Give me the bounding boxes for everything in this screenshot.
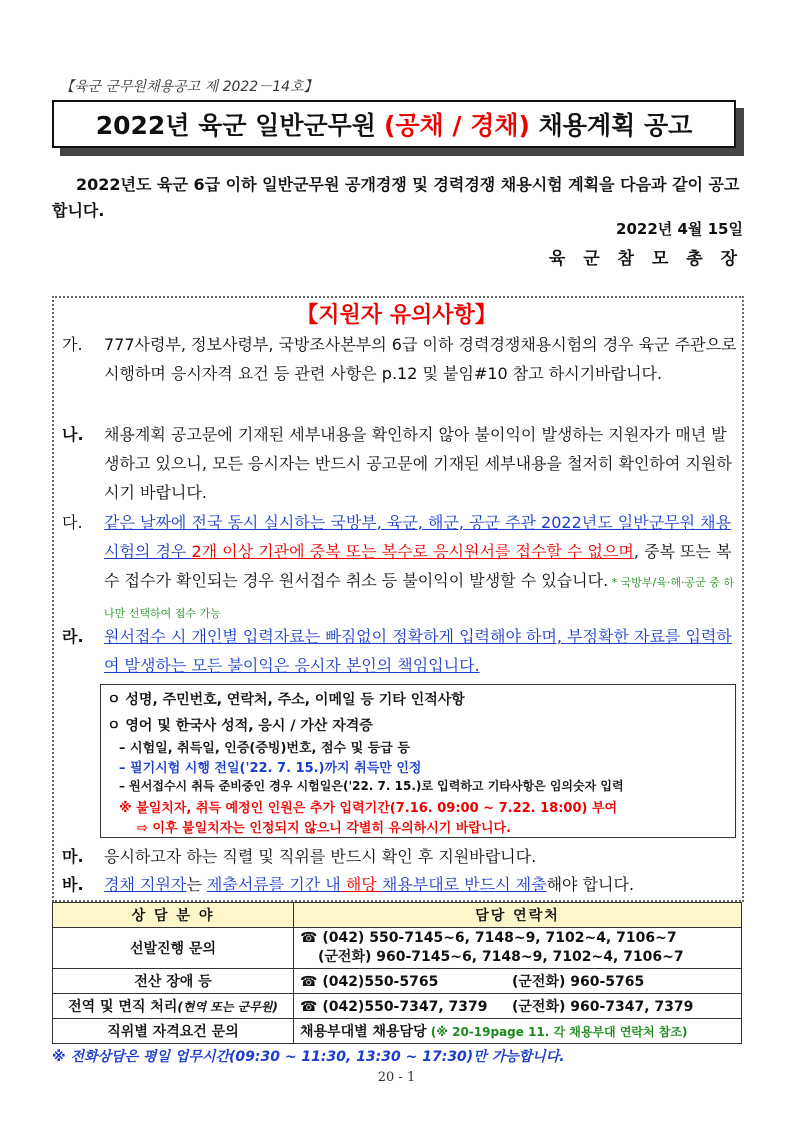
contact-unit: 채용부대별 채용담당	[300, 1024, 427, 1040]
page-title	[52, 100, 736, 148]
table-row	[53, 928, 742, 969]
note-ba-part5: 채용부대로 반드시 제출	[381, 875, 547, 894]
row-label	[53, 994, 294, 1019]
table-row	[53, 969, 742, 994]
row-label: 선발진행 문의	[53, 928, 294, 969]
row-label: 직위별 자격요건 문의	[53, 1019, 294, 1044]
title-part-c: 채용계획 공고	[529, 111, 693, 140]
note-da-part2: 2개 이상 기관에 중복 또는 복수로 응시원서를 접수할 수 없으며	[191, 542, 634, 561]
table-row	[53, 1019, 742, 1044]
note-na	[62, 420, 742, 507]
table-row	[53, 994, 742, 1019]
contact-line: (군전화) 960-7145~6, 7148~9, 7102~4, 7106~7	[318, 949, 684, 965]
box-line-2: ㅇ 영어 및 한국사 성적, 응시 / 가산 자격증	[107, 718, 373, 734]
note-ga	[62, 330, 742, 388]
note-na-text: 채용계획 공고문에 기재된 세부내용을 확인하지 않아 불이익이 발생하는 지원자가 매년 발생하고 있으니, 모든 응시자는 반드시 공고문에 기재된 세부내용을 철저히 확인하여 지원하시기 바랍니다.	[104, 425, 732, 502]
note-da-marker: 다.	[62, 513, 83, 532]
note-ba-part4: 해당	[340, 875, 382, 894]
note-ma	[62, 842, 742, 871]
note-ma-marker: 마.	[62, 847, 84, 866]
header-field: 상 담 분 야	[53, 903, 294, 928]
row-label-main: 전역 및 면직 처리	[68, 999, 178, 1015]
row-label: 전산 장애 등	[53, 969, 294, 994]
note-ra-text: 원서접수 시 개인별 입력자료는 빠짐없이 정확하게 입력해야 하며, 부정확한 자료를 입력하여 발생하는 모든 불이익은 응시자 본인의 책임입니다.	[104, 627, 732, 675]
box-line-6: ※ 불일치자, 취득 예정인 인원은 추가 입력기간(7.16. 09:00 ~ 7.22. 18:00) 부여	[119, 801, 618, 816]
note-da-part4: * 국방부/육·해·공군 중 하나만 선택하여 접수 가능	[104, 576, 734, 620]
box-line-1: ㅇ 성명, 주민번호, 연락처, 주소, 이메일 등 기타 인적사항	[107, 692, 465, 708]
intro-paragraph: 2022년도 육군 6급 이하 일반군무원 공개경쟁 및 경력경쟁 채용시험 계획을 다음과 같이 공고합니다.	[52, 175, 740, 220]
note-ba-part2: 는	[186, 875, 207, 894]
notes-heading: 【지원자 유의사항】	[296, 303, 497, 328]
note-ba	[62, 870, 742, 899]
contact-line: ☎ (042) 550-7145~6, 7148~9, 7102~4, 7106~7	[300, 930, 677, 946]
box-line-4: – 필기시험 시행 전일('22. 7. 15.)까지 취득만 인정	[119, 761, 422, 776]
note-ra	[62, 622, 742, 680]
contact-military-phone: (군전화) 960-5765	[512, 974, 645, 990]
page-number: 20 - 1	[377, 1070, 416, 1085]
note-ba-part3: 제출서류를 기간 내	[206, 875, 341, 894]
row-contact	[294, 1019, 742, 1044]
note-ga-marker: 가.	[62, 335, 83, 354]
note-ba-part1: 경채 지원자	[104, 875, 187, 894]
note-na-marker: 나.	[62, 425, 84, 444]
note-ba-marker: 바.	[62, 875, 84, 894]
row-contact	[294, 969, 742, 994]
contact-phone: ☎ (042)550-7347, 7379	[300, 999, 488, 1015]
contact-table	[52, 902, 742, 1044]
box-line-7: ⇨ 이후 불일치자는 인정되지 않으니 각별히 유의하시기 바랍니다.	[137, 821, 512, 836]
note-ra-marker: 라.	[62, 627, 84, 646]
input-items-box	[100, 684, 736, 838]
box-line-3: – 시험일, 취득일, 인증(증빙)번호, 점수 및 등급 등	[119, 741, 410, 756]
contact-military-phone: (군전화) 960-7347, 7379	[512, 999, 694, 1015]
note-ma-text: 응시하고자 하는 직렬 및 직위를 반드시 확인 후 지원바랍니다.	[104, 847, 537, 866]
contact-phone: ☎ (042)550-5765	[300, 974, 439, 990]
row-contact	[294, 928, 742, 969]
note-da	[62, 508, 742, 628]
title-part-a: 2022년 육군 일반군무원	[95, 111, 376, 140]
row-label-note: (현역 또는 군무원)	[177, 1000, 278, 1014]
table-header-row	[53, 903, 742, 928]
title-part-b: (공채 / 경채)	[383, 111, 530, 140]
contact-reference: (※ 20-19page 11. 각 채용부대 연락처 참조)	[426, 1025, 688, 1039]
box-line-5: – 원서접수시 취득 준비중인 경우 시험일은('22. 7. 15.)로 입력하고 기타사항은 임의숫자 입력	[119, 779, 624, 793]
note-da-text	[104, 508, 742, 628]
row-contact	[294, 994, 742, 1019]
note-ba-text	[104, 870, 742, 899]
header-contact: 담당 연락처	[294, 903, 742, 928]
note-ga-text: 777사령부, 정보사령부, 국방조사본부의 6급 이하 경력경쟁채용시험의 경우 육군 주관으로 시행하며 응시자격 요건 등 관련 사항은 p.12 및 붙임#10 참고 하시기바랍니다.	[104, 335, 737, 383]
footnote: ※ 전화상담은 평일 업무시간(09:30 ~ 11:30, 13:30 ~ 17:30)만 가능합니다.	[52, 1049, 565, 1065]
notice-date: 2022년 4월 15일	[616, 220, 743, 238]
note-da-part1: 같은 날짜에 전국 동시 실시하는 국방부, 육군, 해군, 공군 주관 2022년도 일반군무원 채용시험의 경우	[104, 513, 732, 561]
issuer: 육 군 참 모 총 장	[548, 249, 743, 269]
notice-number: 【육군 군무원채용공고 제 2022－14호】	[60, 79, 318, 95]
note-ba-part6: 해야 합니다.	[546, 875, 635, 894]
note-da-part3: , 중복 또는 복수 접수가 확인되는 경우 원서접수 취소 등 불이익이 발생할 수 있습니다.	[104, 542, 732, 590]
